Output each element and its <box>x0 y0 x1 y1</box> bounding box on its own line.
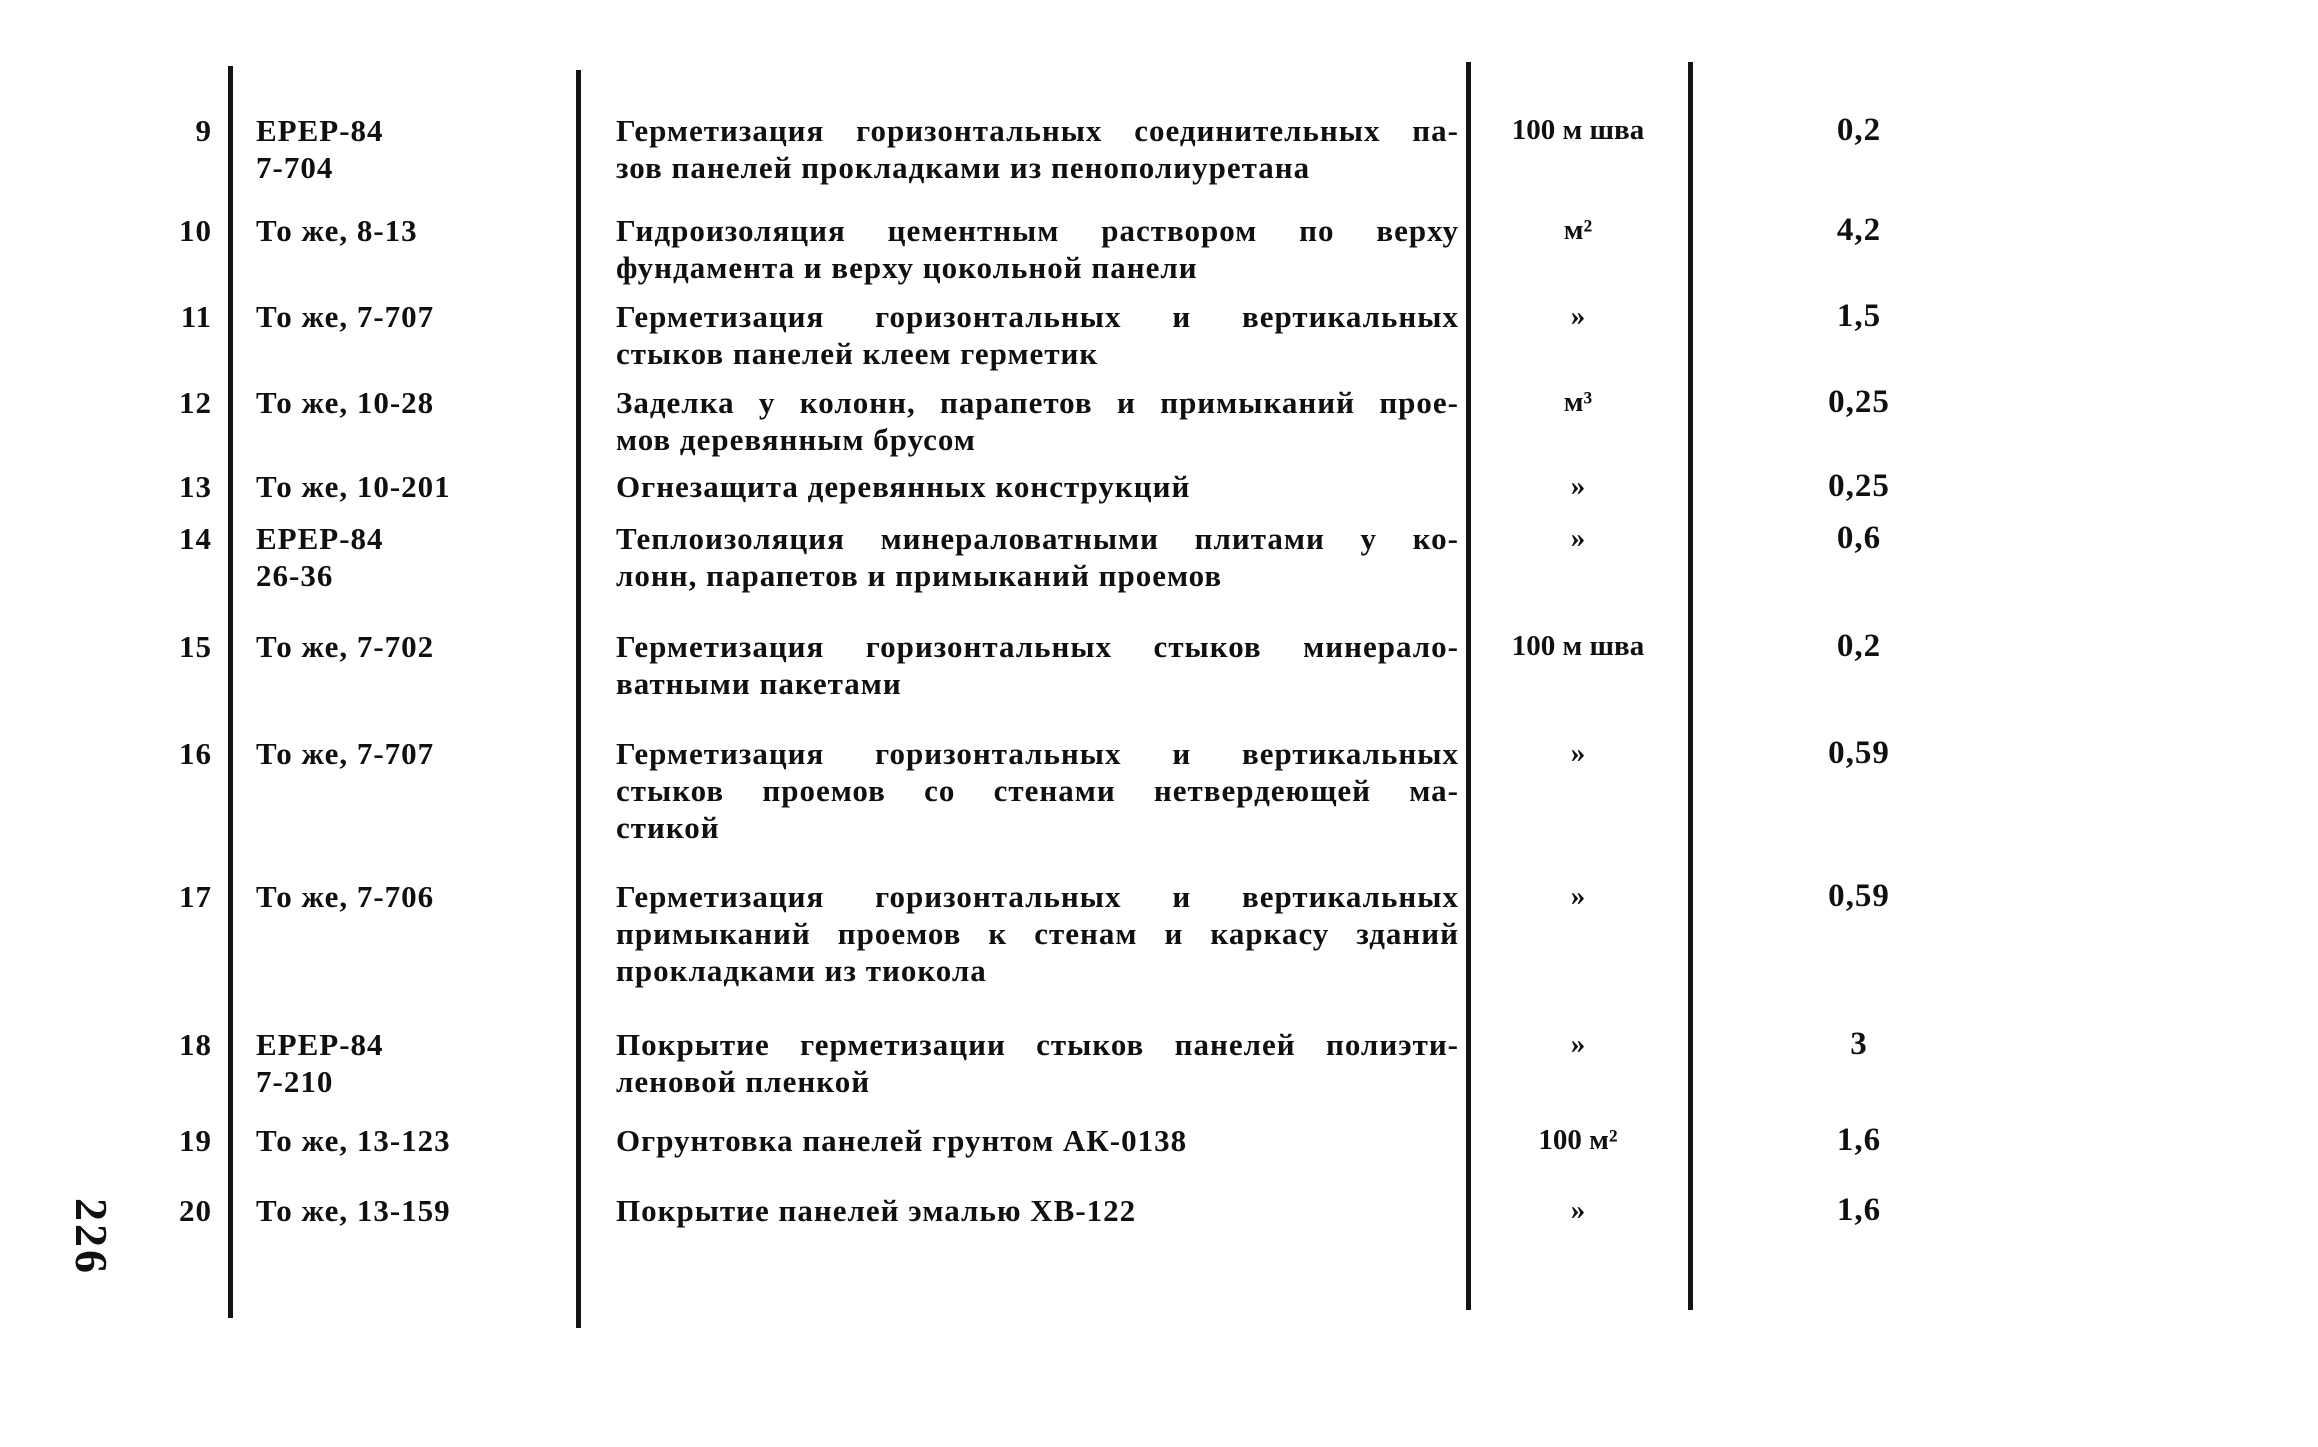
value-cell: 1,5 <box>1836 298 1882 334</box>
unit-cell: 100 м шва <box>1511 630 1645 662</box>
work-code-line: ЕРЕР-84 <box>256 113 384 148</box>
unit-cell: » <box>1570 1028 1586 1060</box>
work-code-line: То же, 13-159 <box>256 1193 451 1228</box>
value-cell: 1,6 <box>1836 1192 1882 1228</box>
work-description-line: примыканий проемов к стенам и каркасу зданий <box>616 916 1459 951</box>
value-cell: 0,59 <box>1828 878 1890 914</box>
work-description <box>616 878 1459 989</box>
work-description <box>616 112 1459 186</box>
value-cell: 0,25 <box>1828 468 1890 504</box>
work-description-line: Герметизация горизонтальных соединительных па- <box>616 113 1459 148</box>
row-number: 14 <box>179 521 212 556</box>
work-description-line: Герметизация горизонтальных и вертикальных <box>616 879 1459 914</box>
work-description-line: мов деревянным брусом <box>616 422 976 457</box>
row-number: 11 <box>180 299 212 334</box>
work-description-line: Герметизация горизонтальных и вертикальных <box>616 736 1459 771</box>
work-code <box>256 1122 566 1159</box>
work-description <box>616 520 1459 594</box>
unit-cell: » <box>1570 300 1586 332</box>
work-description-line: Герметизация горизонтальных стыков минерало- <box>616 629 1459 664</box>
row-number: 18 <box>179 1027 212 1062</box>
work-description <box>616 212 1459 286</box>
work-code <box>256 1192 566 1229</box>
row-number: 13 <box>179 469 212 504</box>
work-description <box>616 298 1459 372</box>
work-code-line: То же, 8-13 <box>256 213 418 248</box>
work-code <box>256 468 566 505</box>
work-description <box>616 1122 1459 1159</box>
work-description-line: Заделка у колонн, парапетов и примыканий прое- <box>616 385 1459 420</box>
unit-cell: 100 м шва <box>1511 114 1645 146</box>
work-description-line: Огнезащита деревянных конструкций <box>616 469 1191 504</box>
work-description <box>616 1026 1459 1100</box>
value-cell: 3 <box>1850 1026 1868 1062</box>
row-number: 12 <box>179 385 212 420</box>
row-number: 20 <box>179 1193 212 1228</box>
row-number: 16 <box>179 736 212 771</box>
work-code-line: То же, 10-201 <box>256 469 451 504</box>
value-cell: 0,59 <box>1828 735 1890 771</box>
work-code <box>256 384 566 421</box>
work-code <box>256 878 566 915</box>
work-description-line: Огрунтовка панелей грунтом АК-0138 <box>616 1123 1188 1158</box>
work-description-line: стыков панелей клеем герметик <box>616 336 1099 371</box>
value-cell: 1,6 <box>1836 1122 1882 1158</box>
column-divider-4 <box>1688 62 1693 1310</box>
work-code-line: То же, 13-123 <box>256 1123 451 1158</box>
column-divider-2 <box>576 70 581 1328</box>
work-code-line: 26-36 <box>256 558 334 593</box>
row-number: 15 <box>179 629 212 664</box>
unit-cell: » <box>1570 1194 1586 1226</box>
value-cell: 0,2 <box>1836 628 1882 664</box>
work-code <box>256 212 566 249</box>
work-code-line: 7-704 <box>256 150 334 185</box>
work-code <box>256 298 566 335</box>
work-code-line: То же, 7-707 <box>256 299 435 334</box>
work-code-line: То же, 7-707 <box>256 736 435 771</box>
row-number: 17 <box>179 879 212 914</box>
row-number: 9 <box>195 113 212 148</box>
work-code <box>256 520 566 594</box>
unit-cell: » <box>1570 470 1586 502</box>
work-description-line: стыков проемов со стенами нетвердеющей ма- <box>616 773 1459 808</box>
value-cell: 0,2 <box>1836 112 1882 148</box>
work-description-line: Покрытие панелей эмалью ХВ-122 <box>616 1193 1137 1228</box>
work-description <box>616 628 1459 702</box>
work-description-line: ватными пакетами <box>616 666 902 701</box>
work-description-line: прокладками из тиокола <box>616 953 987 988</box>
work-code <box>256 735 566 772</box>
value-cell: 4,2 <box>1836 212 1882 248</box>
work-code <box>256 112 566 186</box>
column-divider-1 <box>228 66 233 1318</box>
work-description <box>616 1192 1459 1229</box>
work-description-line: Герметизация горизонтальных и вертикальных <box>616 299 1459 334</box>
work-code <box>256 628 566 665</box>
work-description <box>616 735 1459 846</box>
unit-cell: м³ <box>1563 386 1593 418</box>
work-description-line: зов панелей прокладками из пенополиуретана <box>616 150 1311 185</box>
work-description-line: Теплоизоляция минераловатными плитами у ко- <box>616 521 1459 556</box>
work-description-line: лонн, парапетов и примыканий проемов <box>616 558 1223 593</box>
value-cell: 0,6 <box>1836 520 1882 556</box>
work-code-line: То же, 7-702 <box>256 629 435 664</box>
row-number: 10 <box>179 213 212 248</box>
work-description-line: стикой <box>616 810 720 845</box>
work-code <box>256 1026 566 1100</box>
work-code-line: ЕРЕР-84 <box>256 521 384 556</box>
work-code-line: ЕРЕР-84 <box>256 1027 384 1062</box>
page-number: 226 <box>66 1198 117 1276</box>
work-description <box>616 384 1459 458</box>
unit-cell: 100 м² <box>1538 1124 1618 1156</box>
work-description-line: леновой пленкой <box>616 1064 871 1099</box>
value-cell: 0,25 <box>1828 384 1890 420</box>
row-number: 19 <box>179 1123 212 1158</box>
work-description-line: Гидроизоляция цементным раствором по верху <box>616 213 1459 248</box>
work-code-line: То же, 10-28 <box>256 385 435 420</box>
work-description-line: фундамента и верху цокольной панели <box>616 250 1198 285</box>
work-code-line: 7-210 <box>256 1064 334 1099</box>
work-description <box>616 468 1459 505</box>
unit-cell: » <box>1570 522 1586 554</box>
work-description-line: Покрытие герметизации стыков панелей полиэти- <box>616 1027 1459 1062</box>
unit-cell: » <box>1570 737 1586 769</box>
unit-cell: » <box>1570 880 1586 912</box>
unit-cell: м² <box>1563 214 1593 246</box>
work-code-line: То же, 7-706 <box>256 879 435 914</box>
